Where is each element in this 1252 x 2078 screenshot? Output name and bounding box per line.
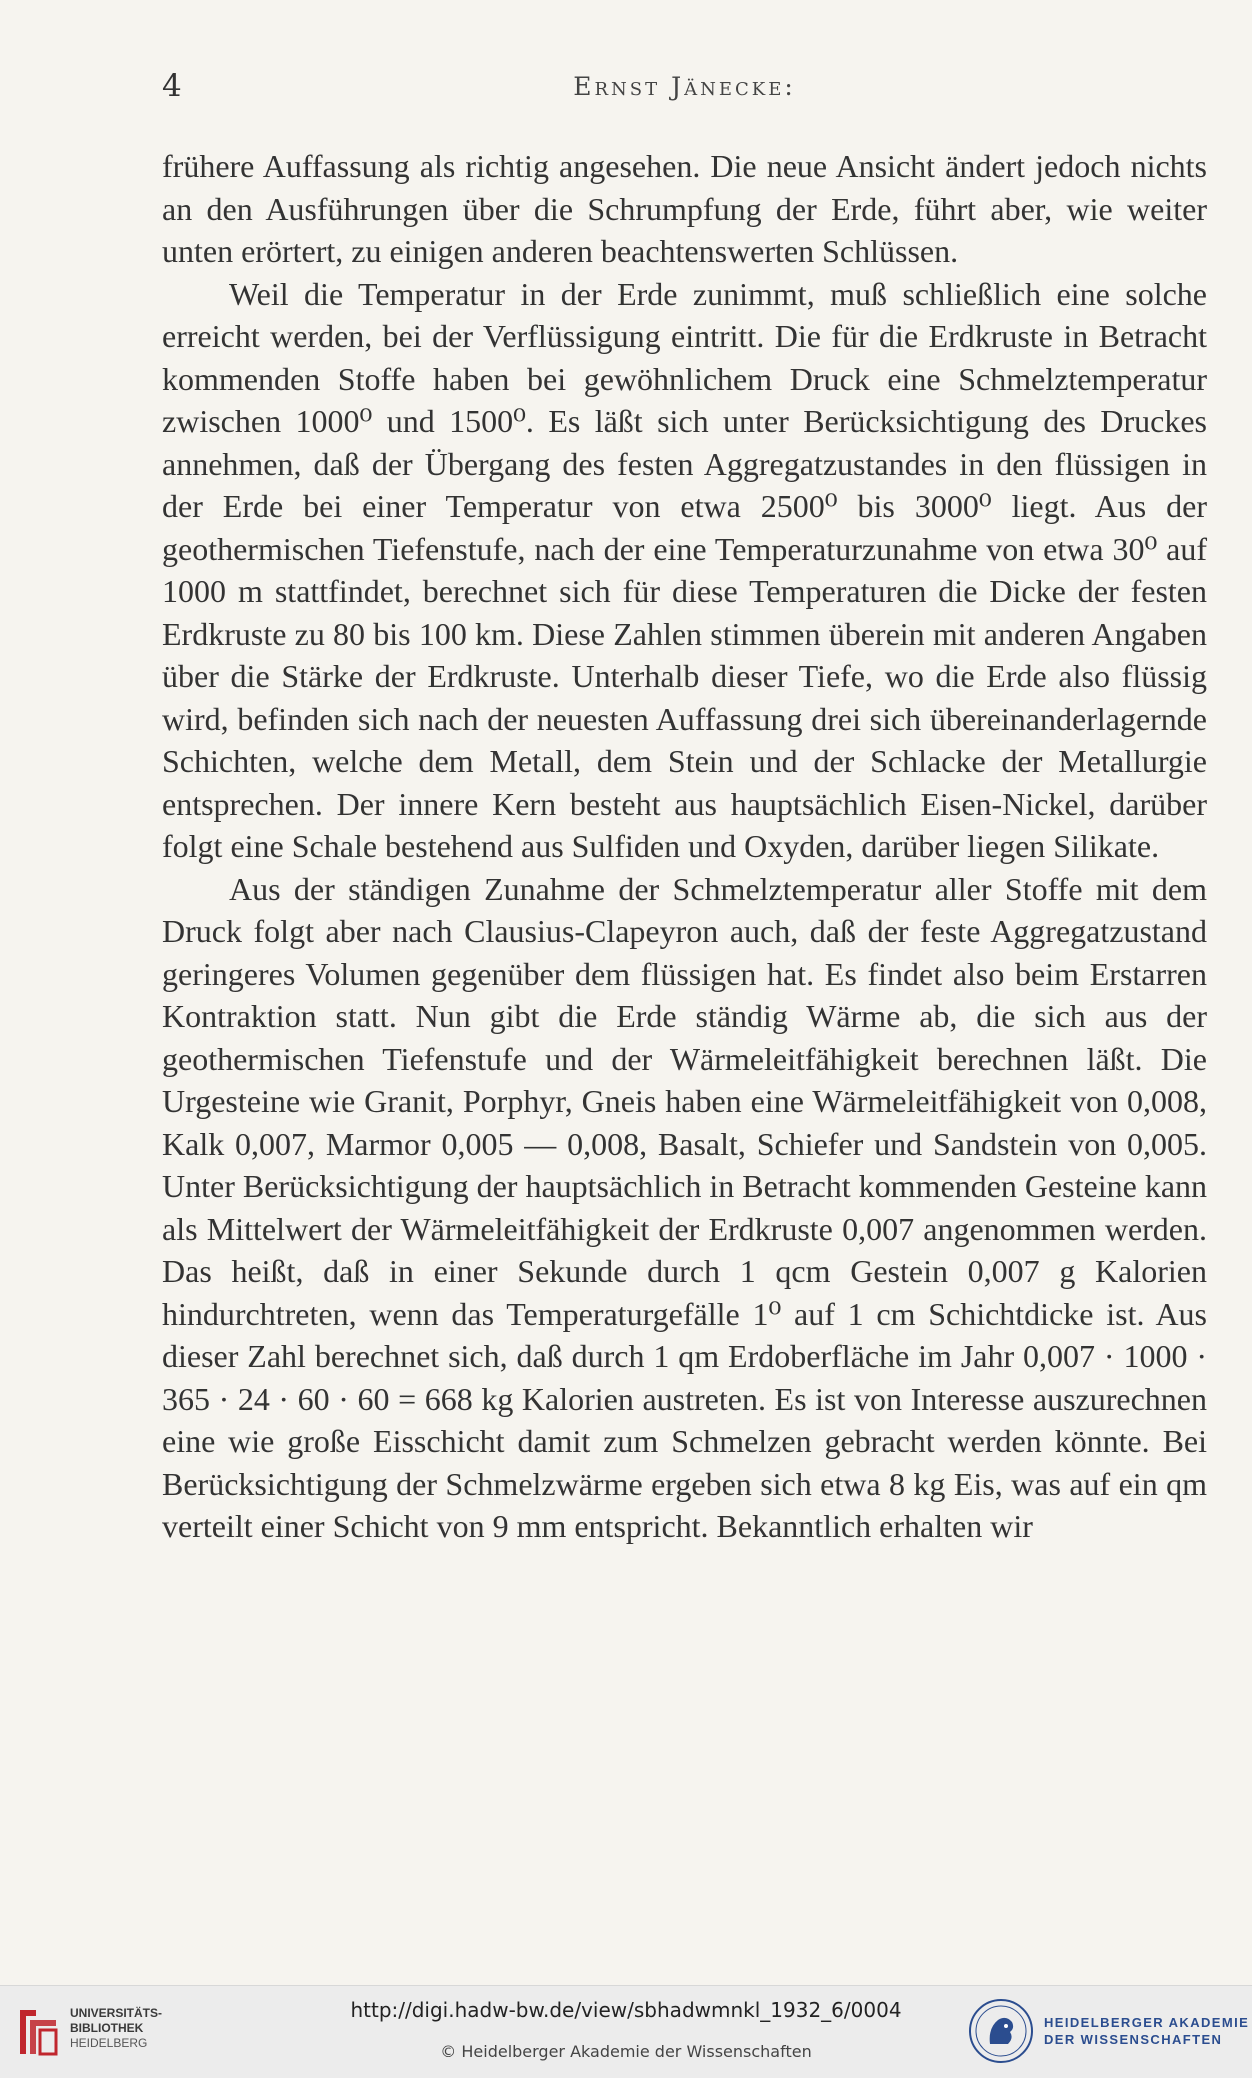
permalink-url[interactable]: http://digi.hadw-bw.de/view/sbhadwmnkl_1932_6/0004 (350, 1998, 902, 2022)
paragraph-3: Aus der ständigen Zunahme der Schmelztemperatur aller Stoffe mit dem Druck folgt aber nach Clausius-Clapeyron auch, daß der feste Aggregatzustand geringeres Volumen gegenüber dem flüssigen hat. Es findet also beim Erstarren Kontraktion statt. Nun gibt die Erde ständig Wärme ab, die sich aus der geothermischen Tiefenstufe und der Wärmeleitfähigkeit berechnen läßt. Die Urgesteine wie Granit, Porphyr, Gneis haben eine Wärmeleitfähigkeit von 0,008, Kalk 0,007, Marmor 0,005 — 0,008, Basalt, Schiefer und Sandstein von 0,005. Unter Berücksichtigung der hauptsächlich in Betracht kommenden Gesteine kann als Mittelwert der Wärmeleitfähigkeit der Erdkruste 0,007 angenommen werden. Das heißt, daß in einer Sekunde durch 1 qcm Gestein 0,007 g Kalorien hindurchtreten, wenn das Temperaturgefälle 1⁰ auf 1 cm Schichtdicke ist. Aus dieser Zahl berechnet sich, daß durch 1 qm Erdoberfläche im Jahr 0,007 · 1000 · 365 · 24 · 60 · 60 = 668 kg Kalorien austreten. Es ist von Interesse auszurechnen eine wie große Eisschicht damit zum Schmelzen gebracht werden könnte. Bei Berücksichtigung der Schmelzwärme ergeben sich etwa 8 kg Eis, was auf ein qm verteilt einer Schicht von 9 mm entspricht. Bekanntlich erhalten wir (162, 870, 1208, 1544)
library-name-line-2: BIBLIOTHEK (70, 2021, 144, 2035)
copyright-notice: © Heidelberger Akademie der Wissenschaften (440, 2042, 812, 2061)
academy-name-line-1: HEIDELBERGER AKADEMIE (1044, 2015, 1250, 2030)
paragraph-2: Weil die Temperatur in der Erde zunimmt, muß schließlich eine solche erreicht werden, bei der Verflüssigung eintritt. Die für die Erdkruste in Betracht kommenden Stoffe haben bei gewöhnlichem Druck eine Schmelztemperatur zwischen 1000⁰ und 1500⁰. Es läßt sich unter Berücksichtigung des Druckes annehmen, daß der Übergang des festen Aggregatzustandes in den flüssigen in der Erde bei einer Temperatur von etwa 2500⁰ bis 3000⁰ liegt. Aus der geothermischen Tiefenstufe, nach der eine Temperaturzunahme von etwa 30⁰ auf 1000 m stattfindet, berechnet sich für diese Temperaturen die Dicke der festen Erdkruste zu 80 bis 100 km. Diese Zahlen stimmen überein mit anderen Angaben über die Stärke der Erdkruste. Unterhalb dieser Tiefe, wo die Erde also flüssig wird, befinden sich nach der neuesten Auffassung drei sich übereinanderlagernde Schichten, welche dem Metall, dem Stein und der Schlacke der Metallurgie entsprechen. Der innere Kern besteht aus hauptsächlich Eisen-Nickel, darüber folgt eine Schale bestehend aus Sulfiden und Oxyden, darüber liegen Silikate. (162, 275, 1207, 864)
academy-name (1044, 2014, 1249, 2048)
library-name-line-1: UNIVERSITÄTS- (70, 2006, 163, 2020)
academy-name-line-2: DER WISSENSCHAFTEN (1044, 2032, 1223, 2047)
academy-seal-icon (968, 1998, 1034, 2064)
running-head: Ernst Jänecke: (573, 72, 796, 101)
library-name-line-3: HEIDELBERG (70, 2036, 148, 2050)
page-header (162, 68, 1207, 108)
footer-bar (0, 1985, 1252, 2078)
paragraph-1: frühere Auffassung als richtig angesehen. Die neue Ansicht ändert jedoch nichts an den Ausführungen über die Schrumpfung der Erde, führt aber, wie weiter unten erörtert, zu einigen anderen beachtenswerten Schlüssen. (162, 148, 1207, 269)
page-number: 4 (162, 68, 182, 104)
body-text (162, 145, 1207, 1548)
